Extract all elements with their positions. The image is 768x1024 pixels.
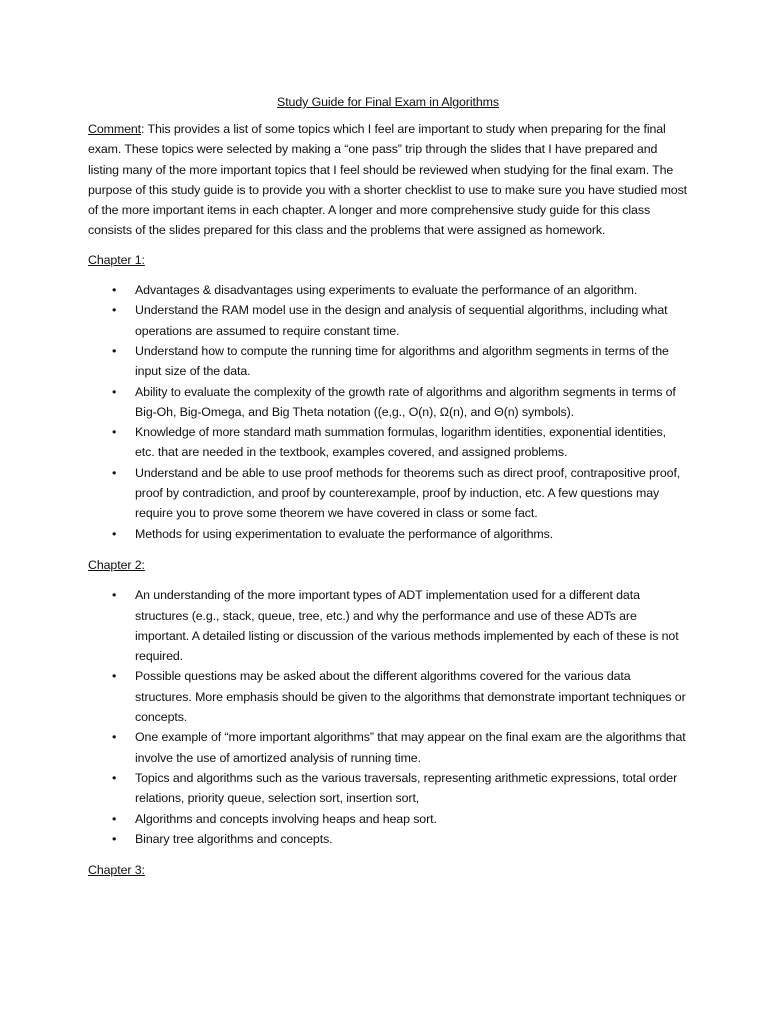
bullet-icon: • <box>112 384 117 399</box>
list-item: • Knowledge of more standard math summation formulas, logarithm identities, exponential identities, etc. that are needed in the textbook, examples covered, and assigned problems. <box>88 422 688 463</box>
chapter-2-title: Chapter 2 <box>88 557 142 572</box>
list-item: • Advantages & disadvantages using experiments to evaluate the performance of an algorithm. <box>88 280 688 300</box>
document-page <box>88 92 688 890</box>
comment-paragraph <box>88 119 688 241</box>
chapter-1-title: Chapter 1 <box>88 252 142 267</box>
bullet-icon: • <box>112 343 117 358</box>
chapter-1-list <box>88 280 688 544</box>
list-item: • Understand the RAM model use in the design and analysis of sequential algorithms, including what operations are assumed to require constant time. <box>88 300 688 341</box>
list-item: • Topics and algorithms such as the various traversals, representing arithmetic expressions, total order relations, priority queue, selection sort, insertion sort, <box>88 768 688 809</box>
chapter-3-title: Chapter 3 <box>88 863 142 878</box>
list-item: • One example of “more important algorithms” that may appear on the final exam are the algorithms that involve the use of amortized analysis of running time. <box>88 727 688 768</box>
chapter-2-list <box>88 585 688 849</box>
page-title: Study Guide for Final Exam in Algorithms <box>277 95 499 109</box>
comment-label: Comment <box>88 122 142 136</box>
bullet-icon: • <box>112 831 117 846</box>
list-item: • Algorithms and concepts involving heaps and heap sort. <box>88 809 688 829</box>
bullet-icon: • <box>112 425 117 440</box>
bullet-icon: • <box>112 283 117 298</box>
bullet-icon: • <box>112 526 117 541</box>
list-item: • Possible questions may be asked about the different algorithms covered for the various data structures. More emphasis should be given to the algorithms that demonstrate important techniques or concepts. <box>88 666 688 727</box>
list-item: • Understand and be able to use proof methods for theorems such as direct proof, contrapositive proof, proof by contradiction, and proof by counterexample, proof by induction, etc. A few questions may require you to prove some theorem we have covered in class or some fact. <box>88 463 688 524</box>
chapter-3-heading: Chapter 3: <box>88 863 145 878</box>
list-item: • Understand how to compute the running time for algorithms and algorithm segments in terms of the input size of the data. <box>88 341 688 382</box>
list-item: • Methods for using experimentation to evaluate the performance of algorithms. <box>88 524 688 544</box>
list-item: • An understanding of the more important types of ADT implementation used for a different data structures (e.g., stack, queue, tree, etc.) and why the performance and use of these ADTs are important. A detailed listing or discussion of the various methods implemented by each of these is not required. <box>88 585 688 666</box>
list-item: • Binary tree algorithms and concepts. <box>88 829 688 849</box>
chapter-2-heading: Chapter 2: <box>88 557 145 572</box>
bullet-icon: • <box>112 770 117 785</box>
bullet-icon: • <box>112 303 117 318</box>
chapter-1-heading: Chapter 1: <box>88 252 145 267</box>
list-item: • Ability to evaluate the complexity of the growth rate of algorithms and algorithm segments in terms of Big-Oh, Big-Omega, and Big Theta notation ((e,g., O(n), Ω(n), and Θ(n) symbols). <box>88 382 688 423</box>
bullet-icon: • <box>112 669 117 684</box>
bullet-icon: • <box>112 730 117 745</box>
bullet-icon: • <box>112 465 117 480</box>
comment-text: : This provides a list of some topics which I feel are important to study when preparing for the final exam. These topics were selected by making a “one pass” trip through the slides that I have prepared and listing many of the more important topics that I feel should be reviewed when studying for the final exam. The purpose of this study guide is to provide you with a shorter checklist to use to make sure you have studied most of the more important items in each chapter. A longer and more comprehensive study guide for this class consists of the slides prepared for this class and the problems that were assigned as homework. <box>88 122 688 238</box>
bullet-icon: • <box>112 811 117 826</box>
bullet-icon: • <box>112 588 117 603</box>
